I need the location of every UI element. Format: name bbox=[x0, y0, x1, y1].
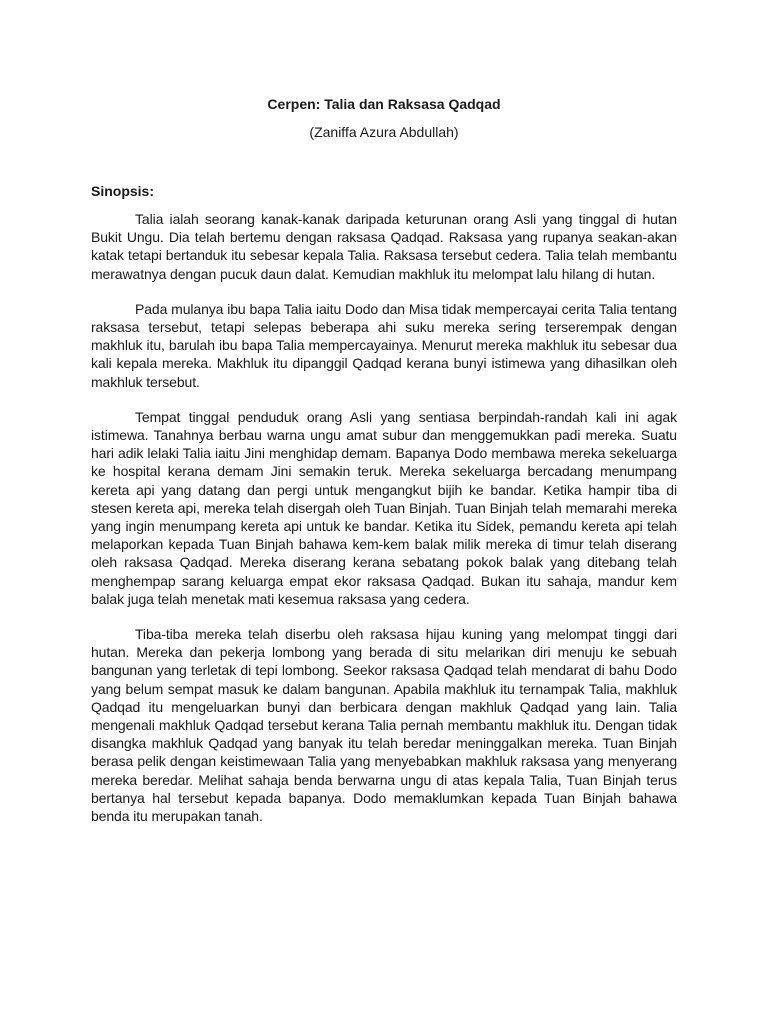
document-author: (Zaniffa Azura Abdullah) bbox=[309, 124, 459, 140]
section-heading-sinopsis: Sinopsis: bbox=[91, 183, 155, 199]
paragraph: Tempat tinggal penduduk orang Asli yang sentiasa berpindah-randah kali ini agak istimewa. Tanahnya berbau warna ungu amat subur dan menggemukkan padi mereka. Suatu hari adik lelaki Talia iaitu Jini menghidap demam. Bapanya Dodo membawa mereka sekeluarga ke hospital kerana demam Jini semakin teruk. Mereka sekeluarga bercadang menumpang kereta api yang datang dan pergi untuk mengangkut bijih ke bandar. Ketika hampir tiba di stesen kereta api, mereka telah disergah oleh Tuan Binjah. Tuan Binjah telah memarahi mereka yang ingin menumpang kereta api untuk ke bandar. Ketika itu Sidek, pemandu kereta api telah melaporkan kepada Tuan Binjah bahawa kem-kem balak milik mereka di timur telah diserang oleh raksasa Qadqad. Mereka diserang kerana sebatang pokok balak yang ditebang telah menghempap sarang keluarga empat ekor raksasa Qadqad. Bukan itu sahaja, mandur kem balak juga telah menetak mati kesemua raksasa yang cedera. bbox=[91, 408, 677, 607]
paragraph: Pada mulanya ibu bapa Talia iaitu Dodo dan Misa tidak mempercayai cerita Talia tentang raksasa tersebut, tetapi selepas beberapa ahi suku mereka sering terserempak dengan makhluk itu, barulah ibu bapa Talia mempercayainya. Menurut mereka makhluk itu sebesar dua kali kepala mereka. Makhluk itu dipanggil Qadqad kerana bunyi istimewa yang dihasilkan oleh makhluk tersebut. bbox=[91, 300, 677, 390]
paragraph: Talia ialah seorang kanak-kanak daripada keturunan orang Asli yang tinggal di hutan Bukit Ungu. Dia telah bertemu dengan raksasa Qadqad. Raksasa yang rupanya seakan-akan katak tetapi bertanduk itu sebesar kepala Talia. Raksasa tersebut cedera. Talia telah membantu merawatnya dengan pucuk daun dalat. Kemudian makhluk itu melompat lalu hilang di hutan. bbox=[91, 211, 677, 282]
synopsis-body bbox=[91, 210, 677, 842]
paragraph: Tiba-tiba mereka telah diserbu oleh raksasa hijau kuning yang melompat tinggi dari hutan. Mereka dan pekerja lombong yang berada di situ melarikan diri menuju ke sebuah bangunan yang terletak di tepi lombong. Seekor raksasa Qadqad telah mendarat di bahu Dodo yang belum sempat masuk ke dalam bangunan. Apabila makhluk itu ternampak Talia, makhluk Qadqad itu mengeluarkan bunyi dan berbicara dengan makhluk Qadqad yang lain. Talia mengenali makhluk Qadqad tersebut kerana Talia pernah membantu makhluk itu. Dengan tidak disangka makhluk Qadqad yang banyak itu telah beredar meninggalkan mereka. Tuan Binjah berasa pelik dengan keistimewaan Talia yang menyebabkan makhluk raksasa yang menyerang mereka beredar. Melihat sahaja benda berwarna ungu di atas kepala Talia, Tuan Binjah terus bertanya hal tersebut kepada bapanya. Dodo memaklumkan kepada Tuan Binjah bahawa benda itu merupakan tanah. bbox=[91, 626, 677, 825]
document-title: Cerpen: Talia dan Raksasa Qadqad bbox=[267, 96, 501, 112]
